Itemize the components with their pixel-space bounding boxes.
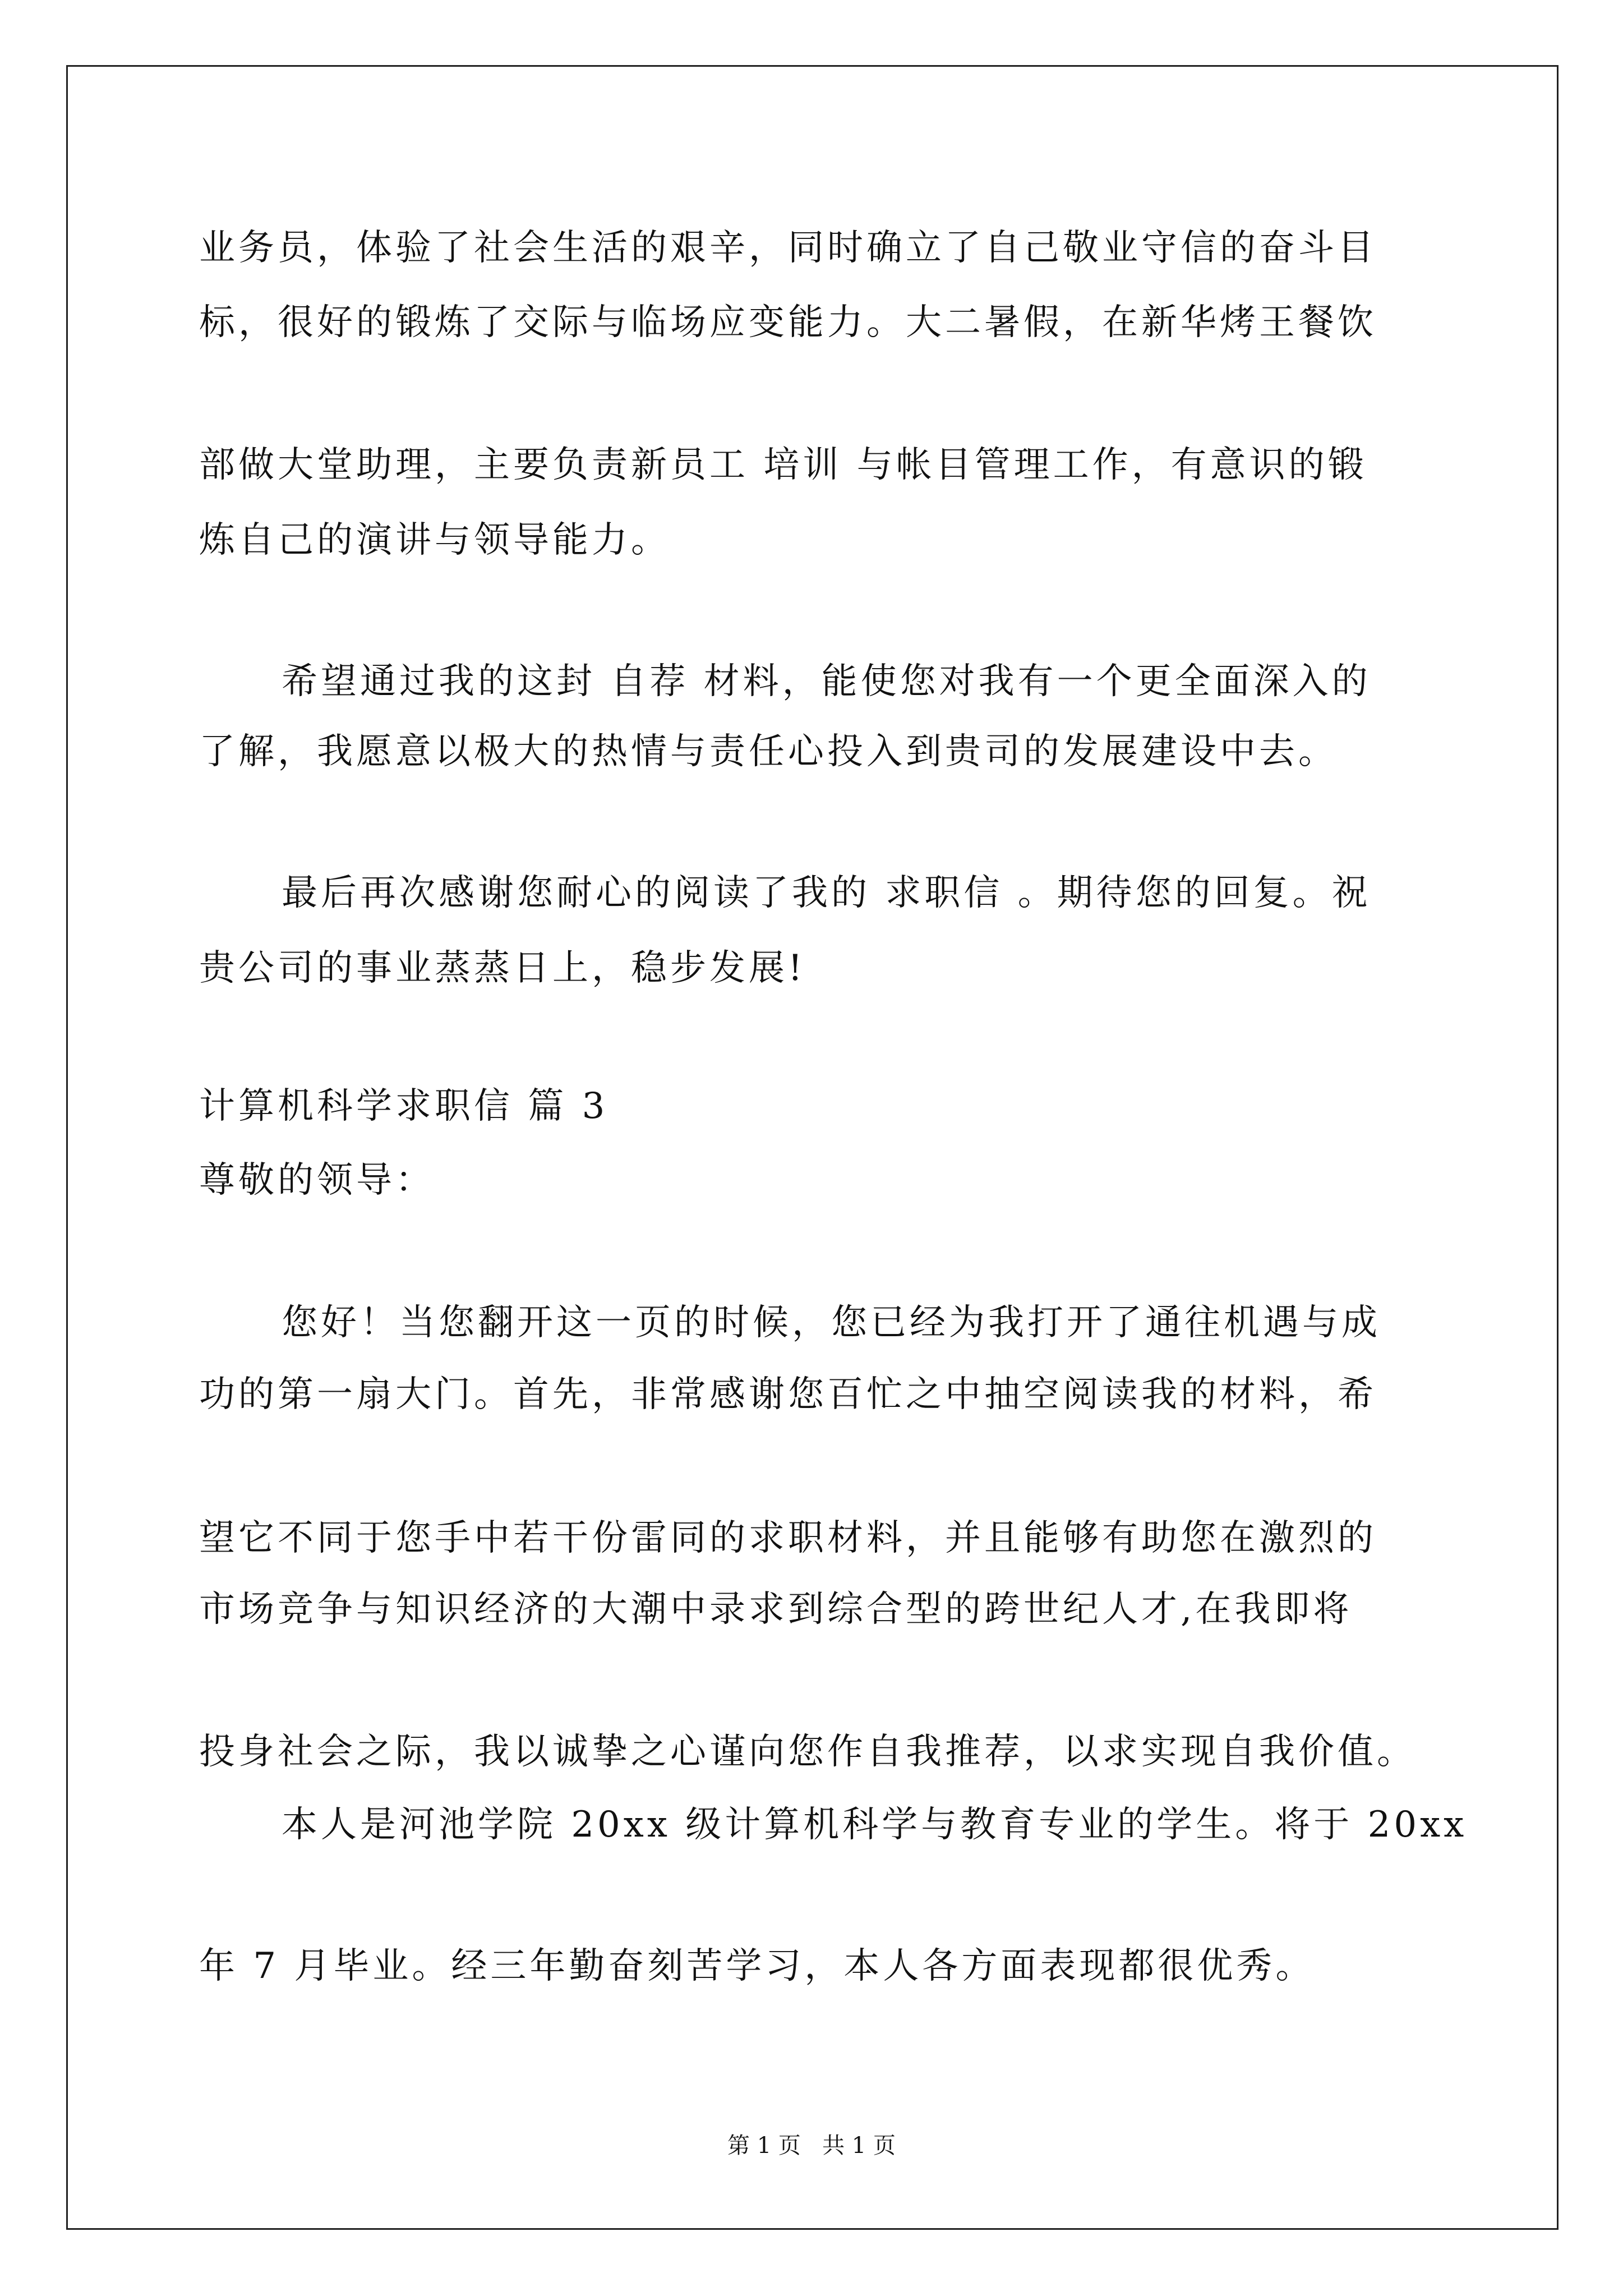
section-heading: 计算机科学求职信 篇 3 bbox=[199, 1085, 608, 1127]
paragraph-line-4: 贵公司的事业蒸蒸日上，稳步发展! bbox=[199, 947, 806, 989]
paragraph-line-2: 了解，我愿意以极大的热情与责任心投入到贵司的发展建设中去。 bbox=[199, 731, 1338, 772]
page-number: 第 1 页 共 1 页 bbox=[727, 2133, 896, 2159]
letter-line-1: 您好！当您翻开这一页的时候，您已经为我打开了通往机遇与成 bbox=[282, 1302, 1381, 1343]
paragraph-line-3: 最后再次感谢您耐心的阅读了我的 求职信 。期待您的回复。祝 bbox=[282, 872, 1371, 914]
letter-line-6: 本人是河池学院 20xx 级计算机科学与教育专业的学生。将于 20xx bbox=[282, 1804, 1468, 1846]
letter-line-3: 望它不同于您手中若干份雷同的求职材料，并且能够有助您在激烈的 bbox=[199, 1517, 1377, 1559]
text-line-1: 业务员，体验了社会生活的艰辛，同时确立了自己敬业守信的奋斗目 bbox=[199, 227, 1377, 269]
text-line-3: 部做大堂助理，主要负责新员工 培训 与帐目管理工作，有意识的锻 bbox=[199, 444, 1367, 486]
letter-line-7: 年 7 月毕业。经三年勤奋刻苦学习，本人各方面表现都很优秀。 bbox=[199, 1945, 1315, 1987]
text-line-4: 炼自己的演讲与领导能力。 bbox=[199, 519, 670, 561]
text-line-2: 标，很好的锻炼了交际与临场应变能力。大二暑假，在新华烤王餐饮 bbox=[199, 302, 1377, 343]
salutation: 尊敬的领导： bbox=[199, 1159, 435, 1201]
letter-line-5: 投身社会之际，我以诚挚之心谨向您作自我推荐，以求实现自我价值。 bbox=[199, 1731, 1416, 1773]
page-border bbox=[66, 65, 1559, 2230]
paragraph-line-1: 希望通过我的这封 自荐 材料，能使您对我有一个更全面深入的 bbox=[282, 661, 1371, 702]
letter-line-2: 功的第一扇大门。首先，非常感谢您百忙之中抽空阅读我的材料，希 bbox=[199, 1374, 1377, 1415]
letter-line-4: 市场竞争与知识经济的大潮中录求到综合型的跨世纪人才,在我即将 bbox=[199, 1589, 1353, 1630]
